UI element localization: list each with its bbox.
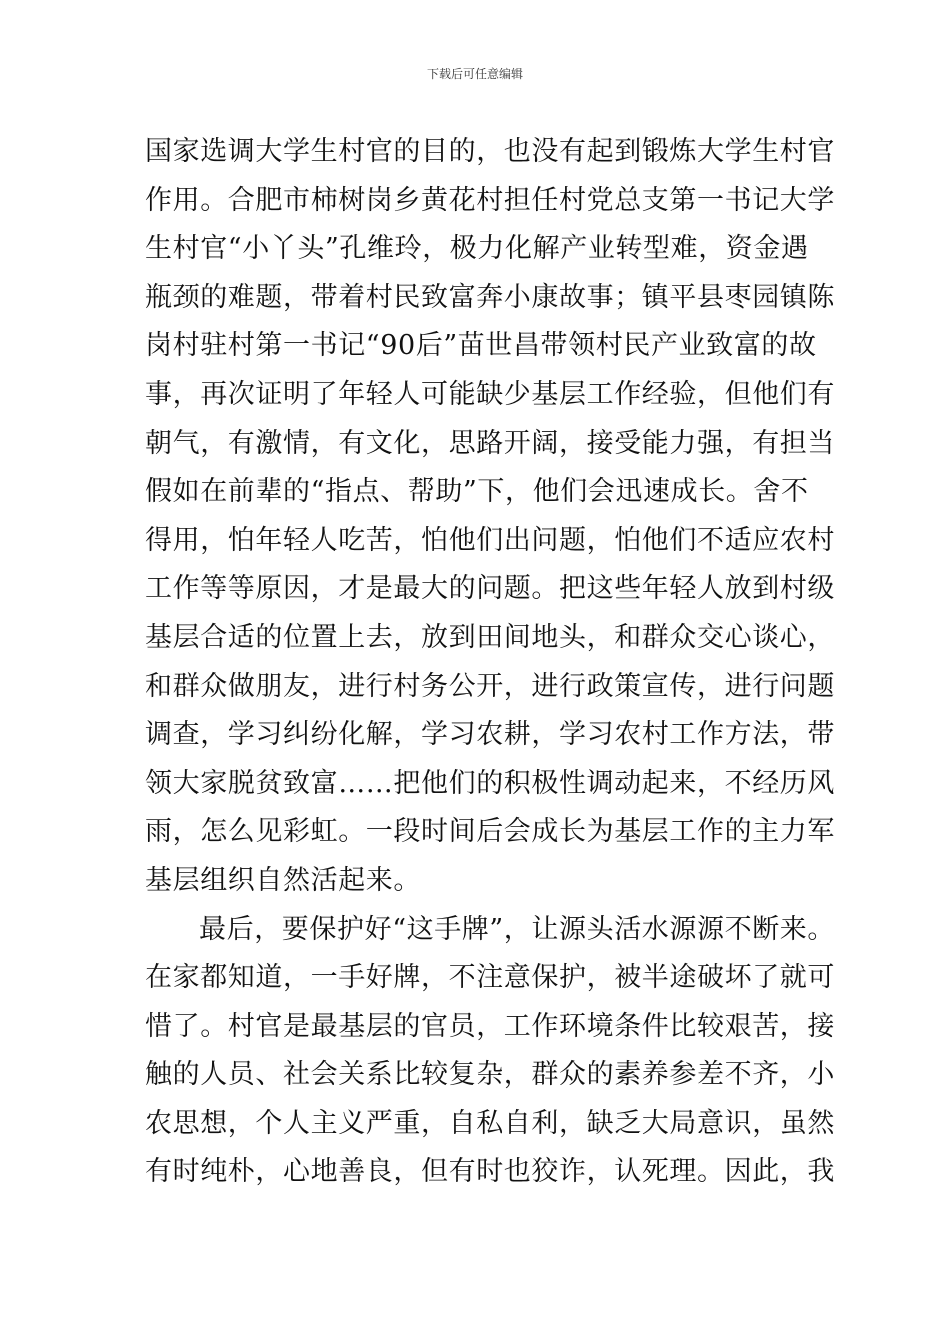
text-line: 农思想，个人主义严重，自私自利，缺乏大局意识，虽然 — [145, 1107, 835, 1139]
text-line: 岗村驻村第一书记“90后”苗世昌带领村民产业致富的故 — [145, 330, 817, 362]
text-line: 调查，学习纠纷化解，学习农耕，学习农村工作方法，带 — [145, 719, 835, 751]
text-line: 国家选调大学生村官的目的，也没有起到锻炼大学生村官 — [145, 136, 835, 167]
text-line: 工作等等原因，才是最大的问题。把这些年轻人放到村级 — [145, 573, 835, 605]
text-line: 作用。合肥市柿树岗乡黄花村担任村党总支第一书记大学 — [145, 184, 835, 216]
text-line: 瓶颈的难题，带着村民致富奔小康故事；镇平县枣园镇陈 — [145, 281, 835, 313]
text-line: 惜了。村官是最基层的官员，工作环境条件比较艰苦，接 — [145, 1010, 835, 1042]
page-header: 下载后可任意编辑 — [426, 67, 523, 81]
text-line: 假如在前辈的“指点、帮助”下，他们会迅速成长。舍不 — [145, 476, 809, 508]
paragraph-start-line: 最后，要保护好“这手牌”，让源头活水源源不断来。 — [199, 913, 836, 945]
text-line: 基层组织自然活起来。 — [145, 864, 421, 896]
text-line: 和群众做朋友，进行村务公开，进行政策宣传，进行问题 — [145, 670, 835, 702]
text-line: 得用，怕年轻人吃苦，怕他们出问题，怕他们不适应农村 — [145, 524, 835, 556]
text-line: 有时纯朴，心地善良，但有时也狡诈，认死理。因此，我 — [145, 1156, 835, 1188]
body-text — [145, 128, 836, 1197]
text-line: 在家都知道，一手好牌，不注意保护，被半途破坏了就可 — [145, 962, 835, 994]
text-line: 基层合适的位置上去，放到田间地头，和群众交心谈心， — [145, 621, 835, 653]
text-line: 事，再次证明了年轻人可能缺少基层工作经验，但他们有 — [145, 378, 835, 410]
text-line: 雨，怎么见彩虹。一段时间后会成长为基层工作的主力军 — [145, 816, 835, 848]
text-line: 领大家脱贫致富……把他们的积极性调动起来，不经历风 — [145, 767, 835, 799]
text-line: 生村官“小丫头”孔维玲，极力化解产业转型难，资金遇 — [145, 233, 809, 265]
text-line: 朝气，有激情，有文化，思路开阔，接受能力强，有担当 — [145, 427, 835, 459]
text-line: 触的人员、社会关系比较复杂，群众的素养参差不齐，小 — [145, 1059, 835, 1091]
